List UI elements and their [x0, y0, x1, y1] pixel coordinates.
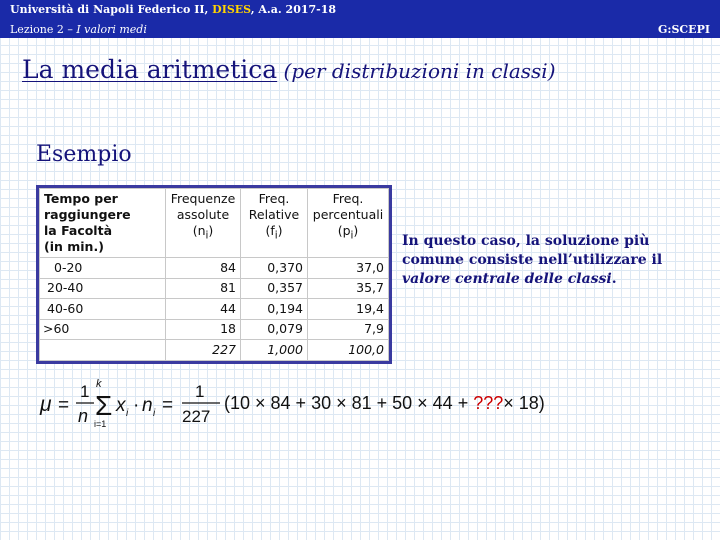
slide-title [22, 55, 556, 84]
rel-freq-cell: 0,194 [241, 299, 308, 320]
class-cell: 40-60 [40, 299, 166, 320]
rel-freq-cell: 0,079 [241, 319, 308, 340]
course-code: G:SCEPI [658, 23, 710, 36]
table-row [40, 278, 389, 299]
total-abs-freq: 227 [166, 340, 241, 361]
rel-freq-cell: 0,357 [241, 278, 308, 299]
formula-total: 227 [182, 407, 211, 426]
formula-sum-lower: i=1 [94, 419, 107, 429]
pct-freq-cell: 37,0 [308, 258, 389, 279]
class-cell: >60 [40, 319, 166, 340]
university-line: Università di Napoli Federico II, DISES, A.a. 2017-18 [10, 3, 337, 16]
formula-body-post: × 18) [503, 393, 545, 413]
svg-text:(10 × 84 + 30 × 81 + 50 × 44 + [224, 393, 545, 413]
mean-formula [38, 378, 598, 432]
formula-n-sub: i [153, 408, 156, 419]
title-subtitle: (per distribuzioni in classi) [277, 59, 556, 83]
lesson-topic: I valori medi [76, 23, 147, 36]
formula-sum-upper: k [96, 378, 102, 390]
pct-freq-cell: 7,9 [308, 319, 389, 340]
table-row [40, 258, 389, 279]
totals-label-cell [40, 340, 166, 361]
formula-x: x [116, 395, 126, 416]
total-pct-freq: 100,0 [308, 340, 389, 361]
abs-freq-cell: 44 [166, 299, 241, 320]
formula-denominator-n: n [78, 406, 89, 426]
explanation-emphasis: valore centrale delle classi [402, 271, 612, 287]
frequency-table-grid [39, 188, 389, 361]
formula-numerator-one-2: 1 [195, 382, 205, 401]
header-class: Tempo per raggiungere la Facoltà (in min.) [40, 189, 166, 258]
table-totals-row [40, 340, 389, 361]
abs-freq-cell: 81 [166, 278, 241, 299]
sigma-icon: Σ [95, 390, 113, 421]
formula-body-pre: (10 × 84 + 30 × 81 + 50 × 44 + [224, 393, 474, 413]
abs-freq-cell: 18 [166, 319, 241, 340]
pct-freq-cell: 35,7 [308, 278, 389, 299]
formula-unknown: ??? [473, 393, 504, 413]
frequency-table [36, 185, 392, 364]
header-percent-freq: Freq. percentuali $(p_i)$ [308, 189, 389, 258]
table-row [40, 319, 389, 340]
department-name: DISES [212, 3, 251, 16]
header-absolute-freq: Frequenze assolute $(n_i)$ [166, 189, 241, 258]
example-heading: Esempio [36, 142, 132, 167]
table-row [40, 299, 389, 320]
abs-freq-cell: 84 [166, 258, 241, 279]
class-cell: 0-20 [40, 258, 166, 279]
table-header-row [40, 189, 389, 258]
rel-freq-cell: 0,370 [241, 258, 308, 279]
header-relative-freq: Freq. Relative $(f_i)$ [241, 189, 308, 258]
formula-numerator-one: 1 [80, 382, 90, 401]
slide-header [0, 0, 720, 38]
total-rel-freq: 1,000 [241, 340, 308, 361]
formula-n: n [142, 395, 153, 416]
class-cell: 20-40 [40, 278, 166, 299]
title-main: La media aritmetica [22, 55, 278, 84]
lesson-line: Lezione 2 – I valori medi [10, 23, 147, 36]
formula-dot: · [133, 395, 140, 416]
formula-equals: = [58, 395, 70, 416]
pct-freq-cell: 19,4 [308, 299, 389, 320]
formula-mu: μ [40, 393, 52, 416]
formula-equals-2: = [162, 395, 174, 416]
explanation-text: In questo caso, la soluzione più comune consiste nell’utilizzare il valore centrale delle classi. [402, 233, 663, 287]
formula-x-sub: i [126, 408, 129, 419]
